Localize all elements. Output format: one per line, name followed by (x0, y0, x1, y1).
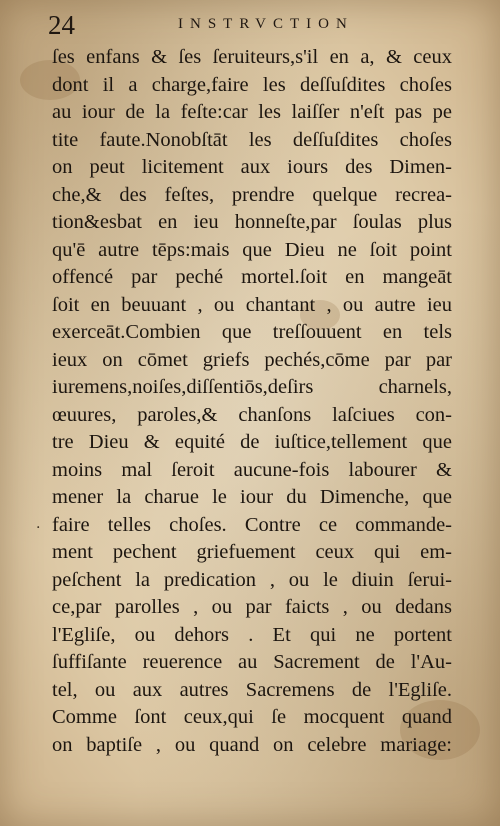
text-line: tre Dieu & equité de iuſtice,tellement que (52, 431, 452, 453)
text-line: exerceāt.Combien que treſſouuent en tels (52, 321, 452, 343)
body-text (52, 44, 452, 759)
text-line: ſoit en beuuant , ou chantant , ou autre ieu (52, 293, 452, 316)
text-line: qu'ē autre tēps:mais que Dieu ne ſoit point (52, 238, 452, 261)
text-line: ſuffiſante reuerence au Sacrement de l'Au- (52, 651, 452, 673)
text-line: ieux on cōmet griefs pechés,cōme par par (52, 348, 452, 371)
text-line: tel, ou aux autres Sacremens de l'Egliſe. (52, 678, 452, 701)
text-line: l'Egliſe, ou dehors . Et qui ne portent (52, 623, 452, 646)
text-line: tite faute.Nonobſtāt les deſſuſdites choſes (52, 128, 452, 151)
text-line: faire telles choſes. Contre ce commande- (52, 513, 452, 536)
text-line: on peut licitement aux iours des Dimen- (52, 156, 452, 178)
text-line: che,& des feſtes, prendre quelque recrea- (52, 183, 452, 206)
text-line: mener la charue le iour du Dimenche, que (52, 486, 452, 508)
text-line: peſchent la predication , ou le diuin ſerui- (52, 568, 452, 591)
text-line: tion&esbat en ieu honneſte,par ſoulas plus (52, 211, 452, 233)
text-line: ſes enfans & ſes ſeruiteurs,s'il en a, & ceux (52, 46, 452, 68)
page-header (48, 10, 468, 40)
text-line: offencé par peché mortel.ſoit en mangeāt (52, 266, 452, 288)
text-line: moins mal ſeroit aucune-fois labourer & (52, 458, 452, 481)
text-line: œuures, paroles,& chanſons laſciues con- (52, 403, 452, 426)
text-line: on baptiſe , ou quand on celebre mariage: (52, 733, 452, 756)
page-number: 24 (48, 10, 75, 40)
text-line: au iour de la feſte:car les laiſſer n'eſt pas pe (52, 101, 452, 123)
running-head: INSTRVCTION (178, 16, 354, 32)
text-line: Comme ſont ceux,qui ſe mocquent quand (52, 706, 452, 728)
text-line: ce,par parolles , ou par faicts , ou dedans (52, 596, 452, 618)
text-line: iuremens,noiſes,diſſentiōs,deſirs charnels, (52, 376, 452, 398)
margin-mark: . (36, 516, 41, 532)
text-line: dont il a charge,faire les deſſuſdites choſes (52, 73, 452, 96)
text-line: ment pechent griefuement ceux qui em- (52, 541, 452, 563)
